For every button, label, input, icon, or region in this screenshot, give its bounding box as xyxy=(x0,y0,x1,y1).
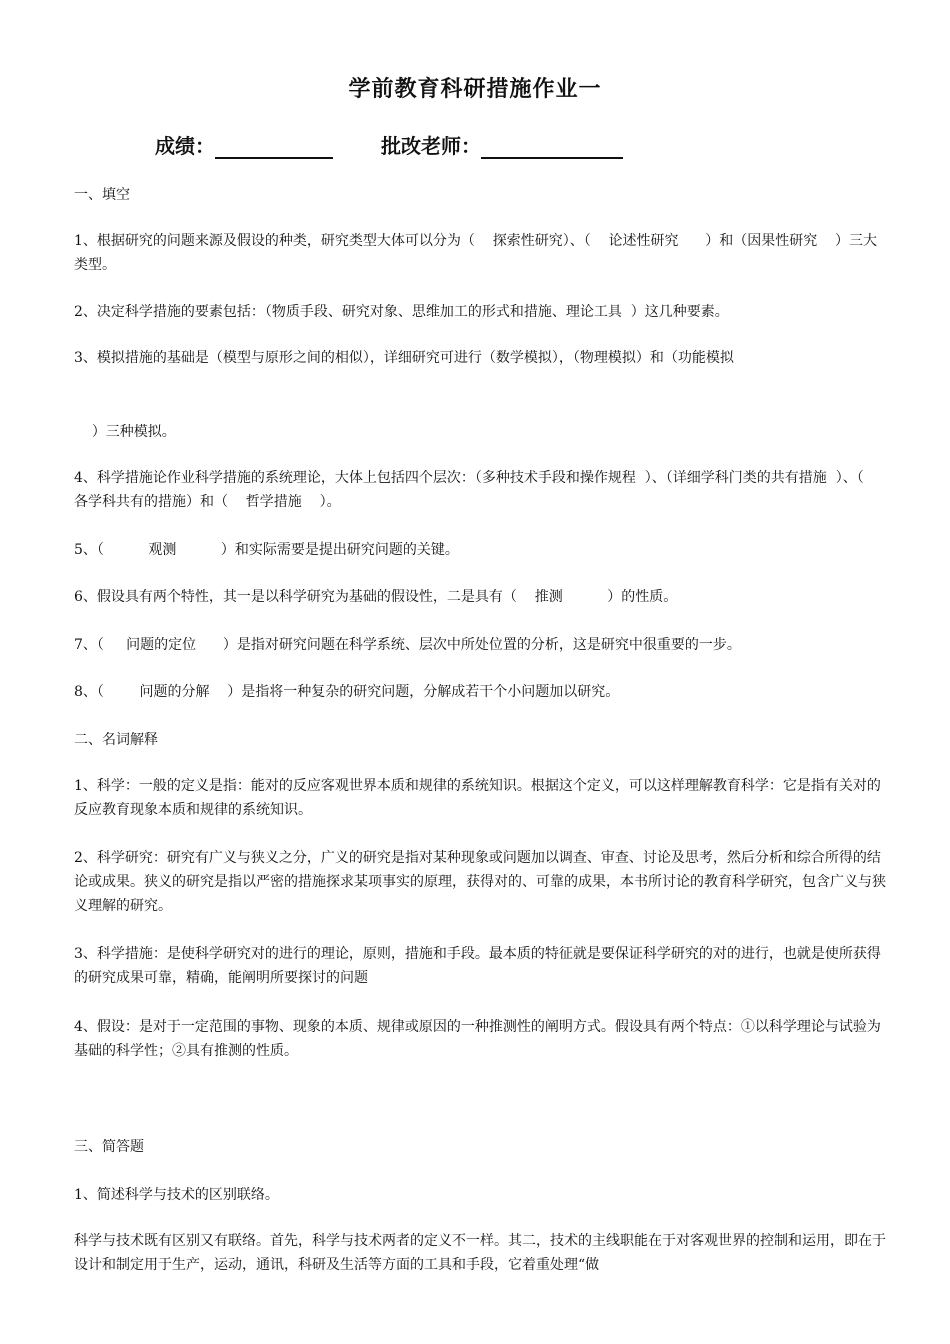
definition-4: 4、假设：是对于一定范围的事物、现象的本质、规律或原因的一种推测性的阐明方式。假设具有两个特点：①以科学理论与试验为基础的科学性；②具有推测的性质。 xyxy=(74,1019,881,1059)
section-heading-short-answer: 三、简答题 xyxy=(74,1139,144,1155)
definition-3: 3、科学措施：是使科学研究对的进行的理论，原则，措施和手段。最本质的特征就是要保证科学研究的对的进行，也就是使所获得的研究成果可靠，精确，能阐明所要探讨的问题 xyxy=(74,946,881,986)
section-heading-fill-in: 一、填空 xyxy=(74,187,130,203)
question-8: 8、（ 问题的分解 ）是指将一种复杂的研究问题，分解成若干个小问题加以研究。 xyxy=(74,684,620,700)
question-1: 1、根据研究的问题来源及假设的种类，研究类型大体可以分为（ 探索性研究）、（ 论述性研究 ）和（因果性研究 ）三大类型。 xyxy=(74,233,878,273)
teacher-blank xyxy=(481,135,623,159)
question-2: 2、决定科学措施的要素包括：（物质手段、研究对象、思维加工的形式和措施、理论工具 ）这几种要素。 xyxy=(74,304,729,320)
question-6: 6、假设具有两个特性，其一是以科学研究为基础的假设性，二是具有（ 推测 ）的性质。 xyxy=(74,589,678,605)
question-4: 4、科学措施论作业科学措施的系统理论，大体上包括四个层次：（多种技术手段和操作规程 ）、（详细学科门类的共有措施 ）、（ 各学科共有的措施）和（ 哲学措施 ）。 xyxy=(74,470,882,510)
teacher-label: 批改老师： xyxy=(381,134,481,158)
question-3-continued: ）三种模拟。 xyxy=(74,424,176,440)
question-7: 7、（ 问题的定位 ）是指对研究问题在科学系统、层次中所处位置的分析，这是研究中很重要的一步。 xyxy=(74,637,741,653)
document-title: 学前教育科研措施作业一 xyxy=(348,77,602,102)
grade-row xyxy=(155,130,623,159)
question-5: 5、（ 观测 ）和实际需要是提出研究问题的关键。 xyxy=(74,542,459,558)
definition-2: 2、科学研究：研究有广义与狭义之分，广义的研究是指对某种现象或问题加以调查、审查、讨论及思考，然后分析和综合所得的结论或成果。狭义的研究是指以严密的措施探求某项事实的原理，获得对的、可靠的成果，本书所讨论的教育科学研究，包含广义与狭义理解的研究。 xyxy=(74,850,886,914)
short-answer-question-1: 1、简述科学与技术的区别联络。 xyxy=(74,1187,279,1203)
definition-1: 1、科学：一般的定义是指：能对的反应客观世界本质和规律的系统知识。根据这个定义，可以这样理解教育科学：它是指有关对的反应教育现象本质和规律的系统知识。 xyxy=(74,778,881,818)
score-blank xyxy=(215,135,333,159)
short-answer-1-body: 科学与技术既有区别又有联络。首先，科学与技术两者的定义不一样。其二，技术的主线职能在于对客观世界的控制和运用，即在于设计和制定用于生产，运动，通讯，科研及生活等方面的工具和手段，它着重处理“做 xyxy=(74,1233,886,1273)
question-3: 3、模拟措施的基础是（模型与原形之间的相似），详细研究可进行（数学模拟），（物理模拟）和（功能模拟 xyxy=(74,350,734,366)
score-label: 成绩： xyxy=(155,134,215,158)
section-heading-definitions: 二、名词解释 xyxy=(74,732,158,748)
